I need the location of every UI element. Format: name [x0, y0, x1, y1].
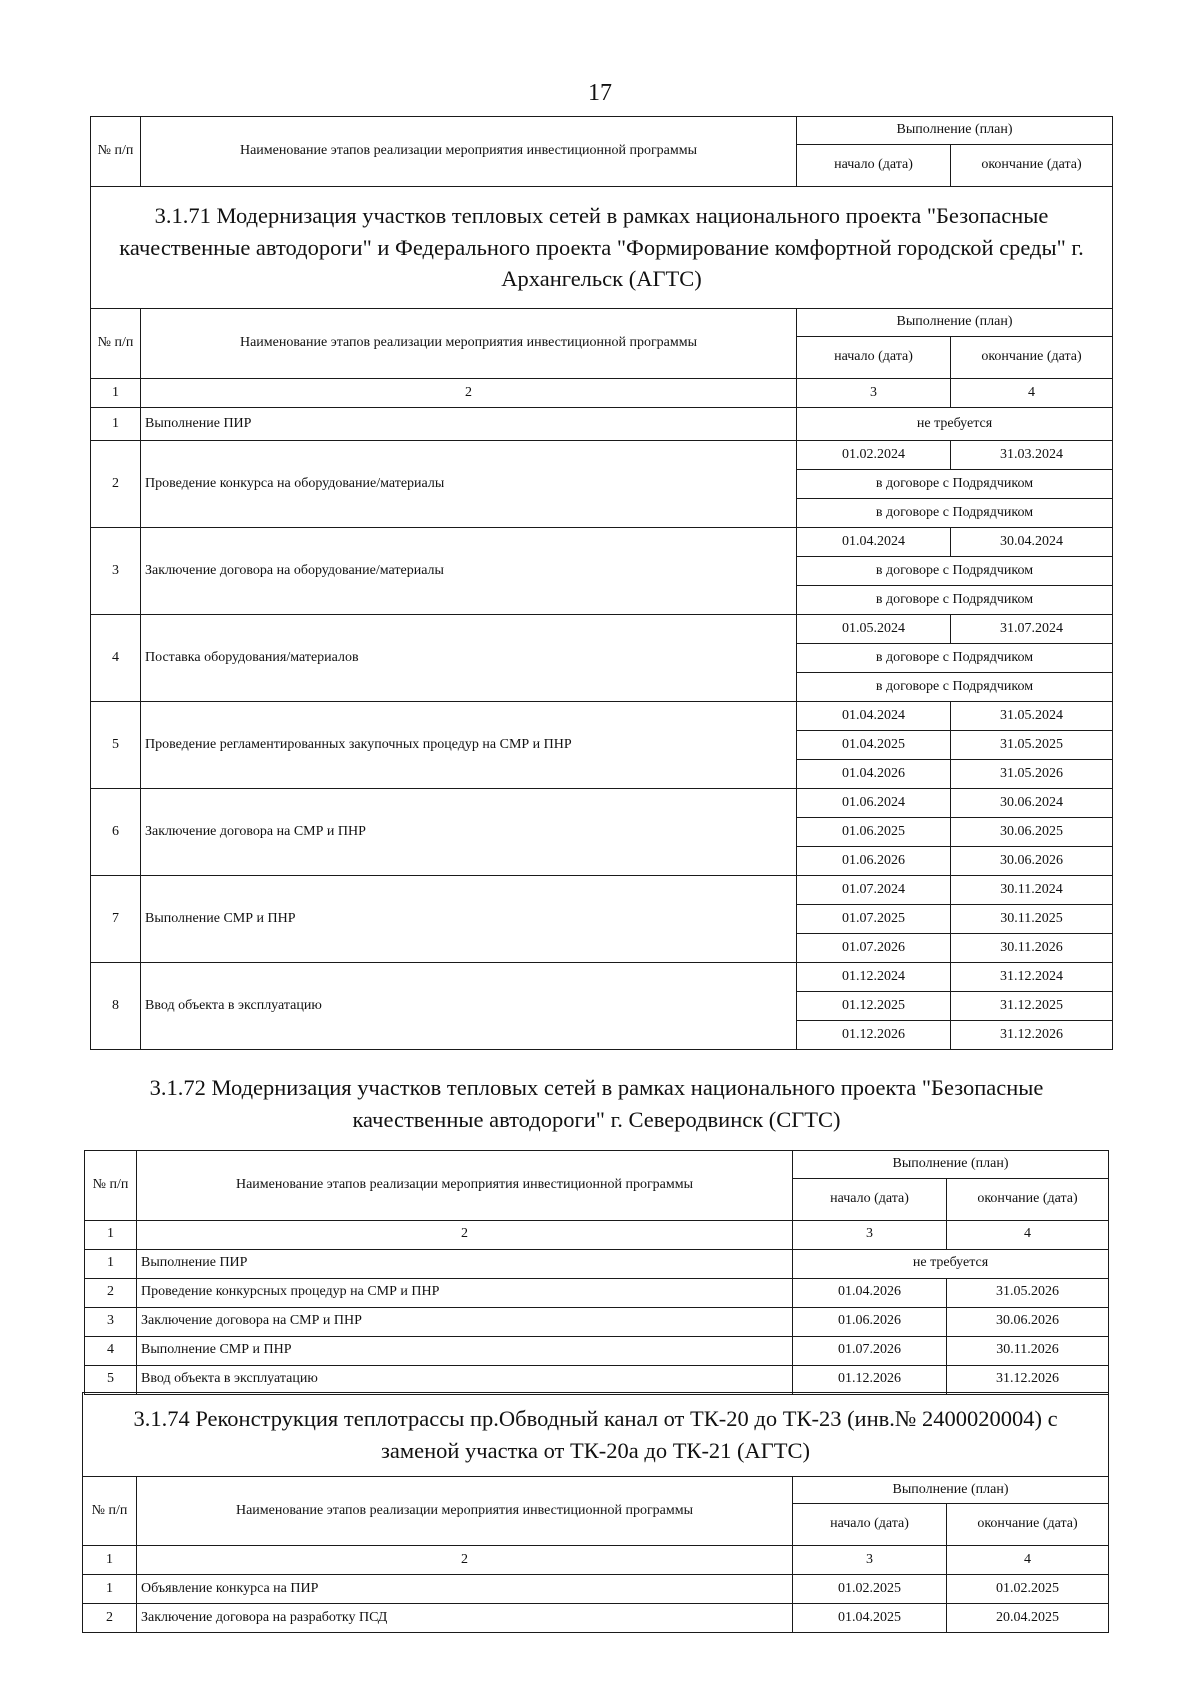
row-number: 5	[85, 1365, 137, 1394]
stage-note: в договоре с Подрядчиком	[797, 644, 1113, 673]
start-date: 01.04.2026	[793, 1278, 947, 1307]
stage-name: Заключение договора на СМР и ПНР	[137, 1307, 793, 1336]
end-date: 31.05.2026	[947, 1278, 1109, 1307]
stage-name: Объявление конкурса на ПИР	[137, 1575, 793, 1604]
page-number: 17	[588, 80, 612, 106]
end-date: 30.04.2024	[951, 528, 1113, 557]
header-col-no: № п/п	[85, 1150, 137, 1220]
end-date: 31.05.2024	[951, 702, 1113, 731]
table-section-3-1-74	[82, 1392, 1109, 1633]
start-date: 01.07.2024	[797, 876, 951, 905]
row-number: 3	[85, 1307, 137, 1336]
column-number: 2	[137, 1220, 793, 1249]
end-date: 31.12.2025	[951, 992, 1113, 1021]
header-col-plan: Выполнение (план)	[793, 1477, 1109, 1504]
end-date: 30.11.2025	[951, 905, 1113, 934]
row-number: 2	[91, 441, 141, 528]
table-row	[83, 1604, 1109, 1633]
table-row	[91, 789, 1113, 818]
end-date: 30.06.2025	[951, 818, 1113, 847]
header-col-plan: Выполнение (план)	[793, 1150, 1109, 1178]
end-date: 20.04.2025	[947, 1604, 1109, 1633]
header-col-start: начало (дата)	[797, 337, 951, 379]
row-number: 1	[83, 1575, 137, 1604]
table-row	[91, 441, 1113, 470]
start-date: 01.06.2025	[797, 818, 951, 847]
row-number: 2	[83, 1604, 137, 1633]
header-col-plan: Выполнение (план)	[797, 117, 1113, 145]
table-row	[85, 1365, 1109, 1394]
end-date: 30.11.2024	[951, 876, 1113, 905]
header-col-start: начало (дата)	[793, 1504, 947, 1546]
column-number: 3	[793, 1220, 947, 1249]
stage-note: в договоре с Подрядчиком	[797, 499, 1113, 528]
row-number: 2	[85, 1278, 137, 1307]
start-date: 01.07.2025	[797, 905, 951, 934]
start-date: 01.02.2024	[797, 441, 951, 470]
header-col-name: Наименование этапов реализации мероприятия инвестиционной программы	[137, 1477, 793, 1546]
header-col-plan: Выполнение (план)	[797, 309, 1113, 337]
stage-name: Проведение конкурса на оборудование/материалы	[141, 441, 797, 528]
header-col-start: начало (дата)	[793, 1178, 947, 1220]
table-row	[85, 1278, 1109, 1307]
header-col-start: начало (дата)	[797, 145, 951, 187]
stage-name: Выполнение ПИР	[137, 1249, 793, 1278]
stage-name: Заключение договора на оборудование/материалы	[141, 528, 797, 615]
stage-name: Выполнение СМР и ПНР	[137, 1336, 793, 1365]
end-date: 31.12.2026	[947, 1365, 1109, 1394]
end-date: 31.12.2024	[951, 963, 1113, 992]
end-date: 30.06.2026	[947, 1307, 1109, 1336]
row-number: 8	[91, 963, 141, 1050]
header-col-end: окончание (дата)	[951, 337, 1113, 379]
table-row	[91, 615, 1113, 644]
table-row	[85, 1307, 1109, 1336]
stage-name: Заключение договора на СМР и ПНР	[141, 789, 797, 876]
header-col-name: Наименование этапов реализации мероприятия инвестиционной программы	[141, 117, 797, 187]
column-number: 3	[793, 1546, 947, 1575]
table-row	[91, 702, 1113, 731]
start-date: 01.06.2026	[793, 1307, 947, 1336]
table-row	[85, 1249, 1109, 1278]
stage-name: Поставка оборудования/материалов	[141, 615, 797, 702]
start-date: 01.02.2025	[793, 1575, 947, 1604]
stage-note: не требуется	[797, 408, 1113, 441]
column-number: 1	[83, 1546, 137, 1575]
header-col-end: окончание (дата)	[951, 145, 1113, 187]
header-col-name: Наименование этапов реализации мероприятия инвестиционной программы	[137, 1150, 793, 1220]
table-row	[83, 1575, 1109, 1604]
header-col-name: Наименование этапов реализации мероприятия инвестиционной программы	[141, 309, 797, 379]
column-number: 1	[85, 1220, 137, 1249]
stage-note: в договоре с Подрядчиком	[797, 557, 1113, 586]
start-date: 01.12.2024	[797, 963, 951, 992]
header-col-end: окончание (дата)	[947, 1504, 1109, 1546]
header-col-no: № п/п	[91, 117, 141, 187]
stage-note: в договоре с Подрядчиком	[797, 673, 1113, 702]
start-date: 01.06.2024	[797, 789, 951, 818]
start-date: 01.04.2026	[797, 760, 951, 789]
table-section-3-1-71	[90, 116, 1113, 1050]
column-number: 1	[91, 379, 141, 408]
row-number: 1	[85, 1249, 137, 1278]
table-row	[91, 876, 1113, 905]
end-date: 31.05.2025	[951, 731, 1113, 760]
start-date: 01.05.2024	[797, 615, 951, 644]
end-date: 30.11.2026	[947, 1336, 1109, 1365]
table-section-3-1-72	[84, 1058, 1109, 1395]
start-date: 01.12.2025	[797, 992, 951, 1021]
stage-name: Заключение договора на разработку ПСД	[137, 1604, 793, 1633]
stage-name: Проведение конкурсных процедур на СМР и ПНР	[137, 1278, 793, 1307]
table-row	[91, 528, 1113, 557]
section-title-3-1-72: 3.1.72 Модернизация участков тепловых сетей в рамках национального проекта "Безопасные качественные автодороги" г. Северодвинск (СГТС)	[85, 1058, 1109, 1150]
row-number: 7	[91, 876, 141, 963]
end-date: 31.05.2026	[951, 760, 1113, 789]
stage-name: Ввод объекта в эксплуатацию	[141, 963, 797, 1050]
row-number: 4	[85, 1336, 137, 1365]
column-number: 3	[797, 379, 951, 408]
end-date: 30.11.2026	[951, 934, 1113, 963]
end-date: 31.07.2024	[951, 615, 1113, 644]
end-date: 31.03.2024	[951, 441, 1113, 470]
table-row	[85, 1336, 1109, 1365]
start-date: 01.04.2025	[793, 1604, 947, 1633]
stage-name: Выполнение ПИР	[141, 408, 797, 441]
column-number: 4	[947, 1220, 1109, 1249]
row-number: 4	[91, 615, 141, 702]
stage-note: в договоре с Подрядчиком	[797, 586, 1113, 615]
row-number: 1	[91, 408, 141, 441]
table-row	[91, 963, 1113, 992]
header-col-end: окончание (дата)	[947, 1178, 1109, 1220]
stage-note: в договоре с Подрядчиком	[797, 470, 1113, 499]
stage-name: Выполнение СМР и ПНР	[141, 876, 797, 963]
start-date: 01.07.2026	[793, 1336, 947, 1365]
column-number: 4	[951, 379, 1113, 408]
stage-note: не требуется	[793, 1249, 1109, 1278]
section-title-3-1-71: 3.1.71 Модернизация участков тепловых сетей в рамках национального проекта "Безопасные качественные автодороги" и Федерального проекта "Формирование комфортной городской среды" г. Архангельск (АГТС)	[91, 187, 1113, 309]
start-date: 01.04.2025	[797, 731, 951, 760]
section-title-3-1-74: 3.1.74 Реконструкция теплотрассы пр.Обводный канал от ТК-20 до ТК-23 (инв.№ 2400020004) с заменой участка от ТК-20а до ТК-21 (АГТС)	[83, 1393, 1109, 1477]
end-date: 30.06.2026	[951, 847, 1113, 876]
stage-name: Проведение регламентированных закупочных процедур на СМР и ПНР	[141, 702, 797, 789]
start-date: 01.07.2026	[797, 934, 951, 963]
row-number: 5	[91, 702, 141, 789]
end-date: 30.06.2024	[951, 789, 1113, 818]
column-number: 2	[137, 1546, 793, 1575]
end-date: 31.12.2026	[951, 1021, 1113, 1050]
header-col-no: № п/п	[91, 309, 141, 379]
table-row	[91, 408, 1113, 441]
stage-name: Ввод объекта в эксплуатацию	[137, 1365, 793, 1394]
row-number: 6	[91, 789, 141, 876]
start-date: 01.12.2026	[793, 1365, 947, 1394]
row-number: 3	[91, 528, 141, 615]
column-number: 2	[141, 379, 797, 408]
column-number: 4	[947, 1546, 1109, 1575]
end-date: 01.02.2025	[947, 1575, 1109, 1604]
start-date: 01.12.2026	[797, 1021, 951, 1050]
header-col-no: № п/п	[83, 1477, 137, 1546]
start-date: 01.04.2024	[797, 702, 951, 731]
start-date: 01.04.2024	[797, 528, 951, 557]
start-date: 01.06.2026	[797, 847, 951, 876]
